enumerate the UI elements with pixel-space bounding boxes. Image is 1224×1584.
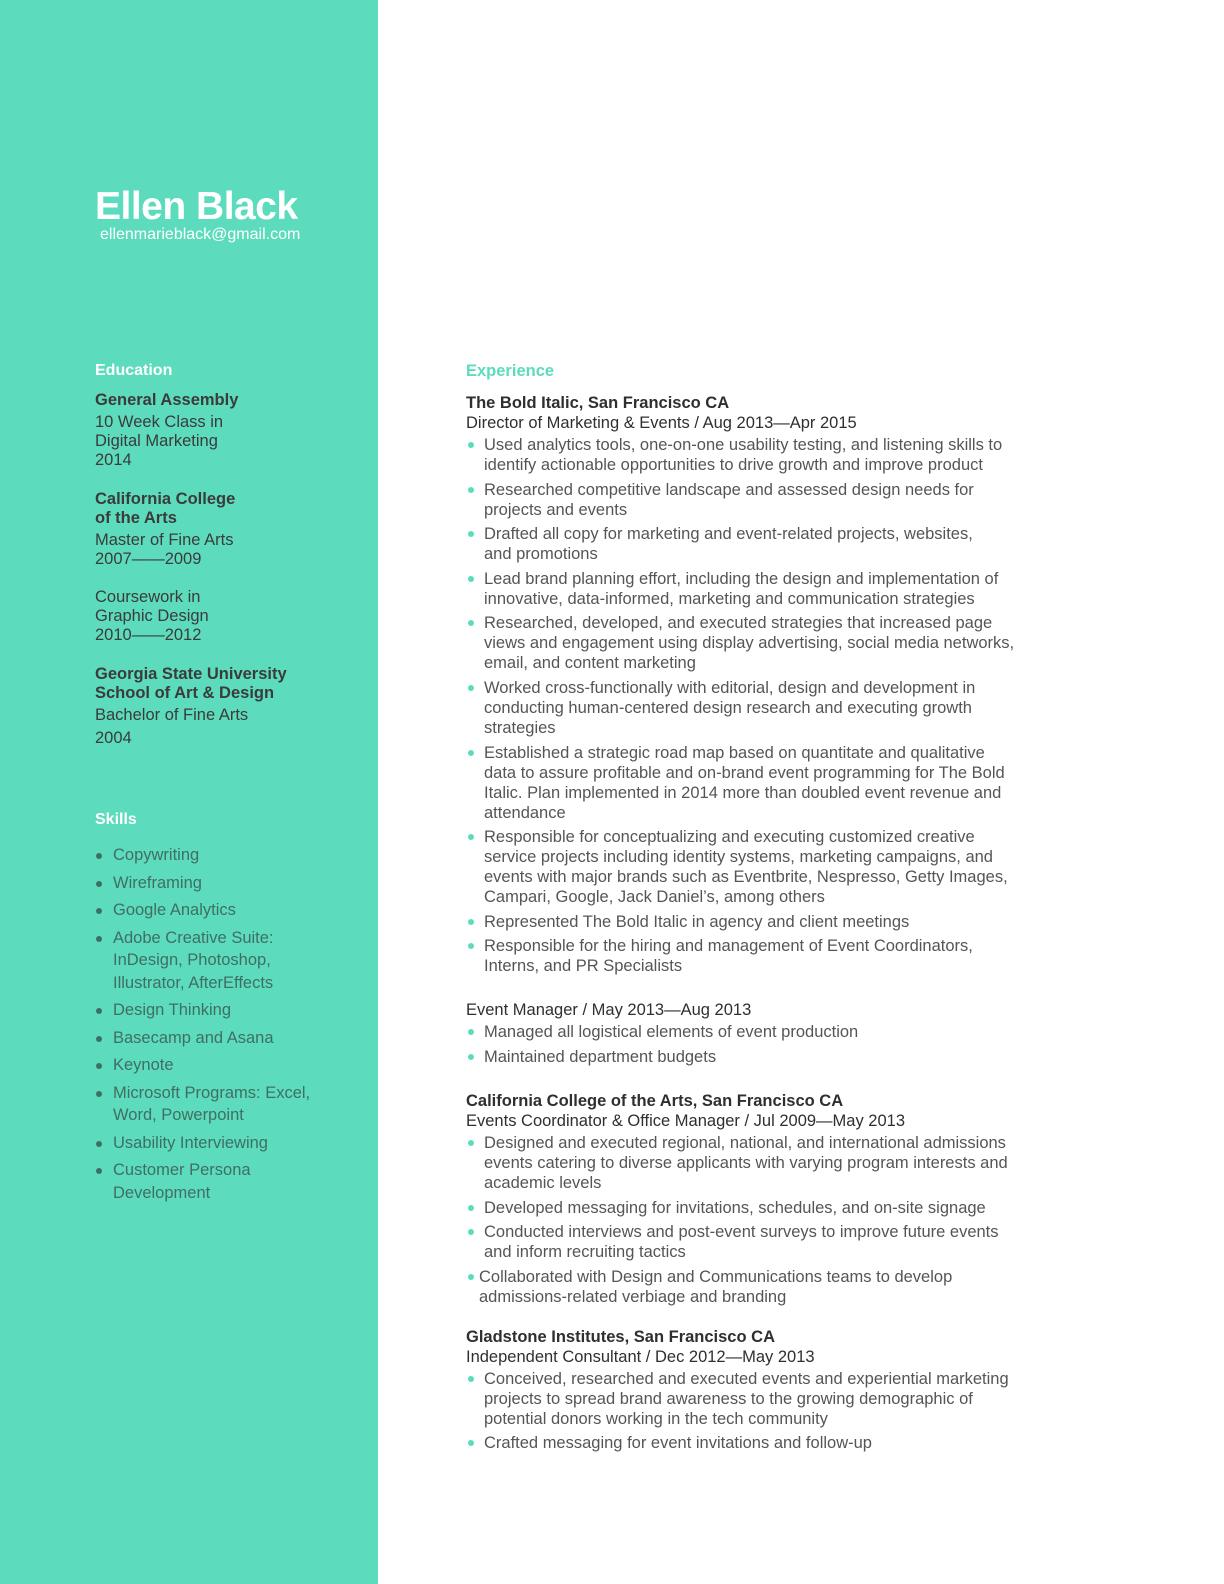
skill-item: Adobe Creative Suite: InDesign, Photoshop, Illustrator, AfterEffects [95,927,365,995]
job-company: The Bold Italic, San Francisco CA [466,394,730,412]
skill-item: Usability Interviewing [95,1132,365,1155]
bullet-icon [96,881,102,887]
skills-title: Skills [95,811,137,828]
list-item: Established a strategic road map based on quantitate and qualitative data to assure profitable and on-brand event programming for The Bold Italic. Plan implemented in 2014 more than doubled event revenue and attendance [466,743,1066,823]
job-entry [466,393,1066,976]
job-company: Gladstone Institutes, San Francisco CA [466,1327,775,1346]
list-item: Designed and executed regional, national, and international admissions events catering to diverse applicants with varying program interests and academic levels [466,1133,1066,1193]
list-item: Drafted all copy for marketing and event-related projects, websites, and promotions [466,524,1066,564]
list-item: Collaborated with Design and Communications teams to develop admissions-related verbiage and branding [466,1267,1066,1307]
bullet-icon [468,943,474,949]
list-item: Worked cross-functionally with editorial, design and development in conducting human-centered design research and executing growth strategies [466,678,1066,738]
skill-item: Keynote [95,1054,365,1077]
education-detail: Digital Marketing [95,432,218,450]
skill-item: Design Thinking [95,999,365,1022]
job-entry [466,1000,1066,1067]
bullet-icon [468,1140,474,1146]
list-item: Conducted interviews and post-event surveys to improve future events and inform recruiting tactics [466,1222,1066,1262]
skills-list [95,844,365,1204]
bullet-icon [468,1440,474,1446]
list-item: Managed all logistical elements of event production [466,1022,1066,1042]
education-year: 2007——2009 [95,550,202,568]
job-bullets [466,435,1066,976]
list-item: Represented The Bold Italic in agency and client meetings [466,912,1066,932]
education-entry [95,665,365,748]
education-institution: Georgia State University School of Art & Design [95,665,287,702]
job-bullets [466,1133,1066,1307]
experience-section [466,361,1066,1458]
education-title: Education [95,362,173,379]
job-bullets [466,1022,1066,1067]
resume-name: Ellen Black [95,185,298,228]
education-detail: Coursework in [95,588,201,606]
education-entry [95,391,365,470]
job-company: California College of the Arts, San Francisco CA [466,1091,844,1110]
skill-item: Microsoft Programs: Excel, Word, Powerpoint [95,1082,365,1127]
skill-item: Customer Persona Development [95,1159,365,1204]
list-item: Researched competitive landscape and assessed design needs for projects and events [466,480,1066,520]
bullet-icon [96,1168,102,1174]
job-role: Events Coordinator & Office Manager / Jul 2009—May 2013 [466,1111,906,1130]
skill-item: Copywriting [95,844,365,867]
bullet-icon [468,1205,474,1211]
education-institution: California College of the Arts [95,490,236,527]
job-role: Event Manager / May 2013—Aug 2013 [466,1001,752,1020]
bullet-icon [96,1141,102,1147]
list-item: Maintained department budgets [466,1047,1066,1067]
bullet-icon [468,750,474,756]
job-role: Director of Marketing & Events / Aug 2013—Apr 2015 [466,414,857,432]
education-institution: General Assembly [95,391,239,409]
bullet-icon [468,442,474,448]
education-detail: Bachelor of Fine Arts [95,706,249,724]
list-item: Responsible for the hiring and management of Event Coordinators, Interns, and PR Specialists [466,936,1066,976]
list-item: Developed messaging for invitations, schedules, and on-site signage [466,1198,1066,1218]
bullet-icon [468,1376,474,1382]
list-item: Responsible for conceptualizing and executing customized creative service projects including identity systems, marketing campaigns, and events with major brands such as Eventbrite, Nespresso, Getty Images, Campari, Google, Jack Daniel’s, among others [466,827,1066,907]
bullet-icon [468,1274,474,1280]
education-detail: Graphic Design [95,607,209,625]
bullet-icon [468,1054,474,1060]
education-year: 2014 [95,451,132,469]
bullet-icon [468,487,474,493]
skill-item: Google Analytics [95,899,365,922]
job-bullets [466,1369,1066,1454]
job-entry [466,1327,1066,1454]
bullet-icon [468,620,474,626]
bullet-icon [468,834,474,840]
skills-section [95,810,365,1209]
bullet-icon [468,1229,474,1235]
bullet-icon [96,853,102,859]
list-item: Conceived, researched and executed events and experiential marketing projects to spread brand awareness to the growing demographic of potential donors working in the tech community [466,1369,1066,1429]
experience-title: Experience [466,362,555,380]
bullet-icon [96,1091,102,1097]
job-role: Independent Consultant / Dec 2012—May 2013 [466,1347,815,1366]
bullet-icon [96,908,102,914]
list-item: Crafted messaging for event invitations and follow-up [466,1433,1066,1453]
email-link[interactable]: ellenmarieblack@gmail.com [100,226,301,243]
education-year: 2010——2012 [95,626,202,644]
list-item: Researched, developed, and executed strategies that increased page views and engagement using display advertising, social media networks, email, and content marketing [466,613,1066,673]
sidebar [0,0,378,1584]
bullet-icon [468,1029,474,1035]
education-detail: 10 Week Class in [95,413,224,431]
skill-item: Wireframing [95,872,365,895]
bullet-icon [96,1008,102,1014]
list-item: Lead brand planning effort, including the design and implementation of innovative, data-informed, marketing and communication strategies [466,569,1066,609]
bullet-icon [96,936,102,942]
education-entry [95,490,365,645]
bullet-icon [468,685,474,691]
bullet-icon [468,919,474,925]
education-year: 2004 [95,729,132,747]
bullet-icon [468,576,474,582]
bullet-icon [96,1063,102,1069]
job-entry [466,1091,1066,1307]
list-item: Used analytics tools, one-on-one usability testing, and listening skills to identify actionable opportunities to drive growth and improve product [466,435,1066,475]
skill-item: Basecamp and Asana [95,1027,365,1050]
bullet-icon [468,531,474,537]
education-detail: Master of Fine Arts [95,531,234,549]
bullet-icon [96,1036,102,1042]
education-section [95,361,365,748]
